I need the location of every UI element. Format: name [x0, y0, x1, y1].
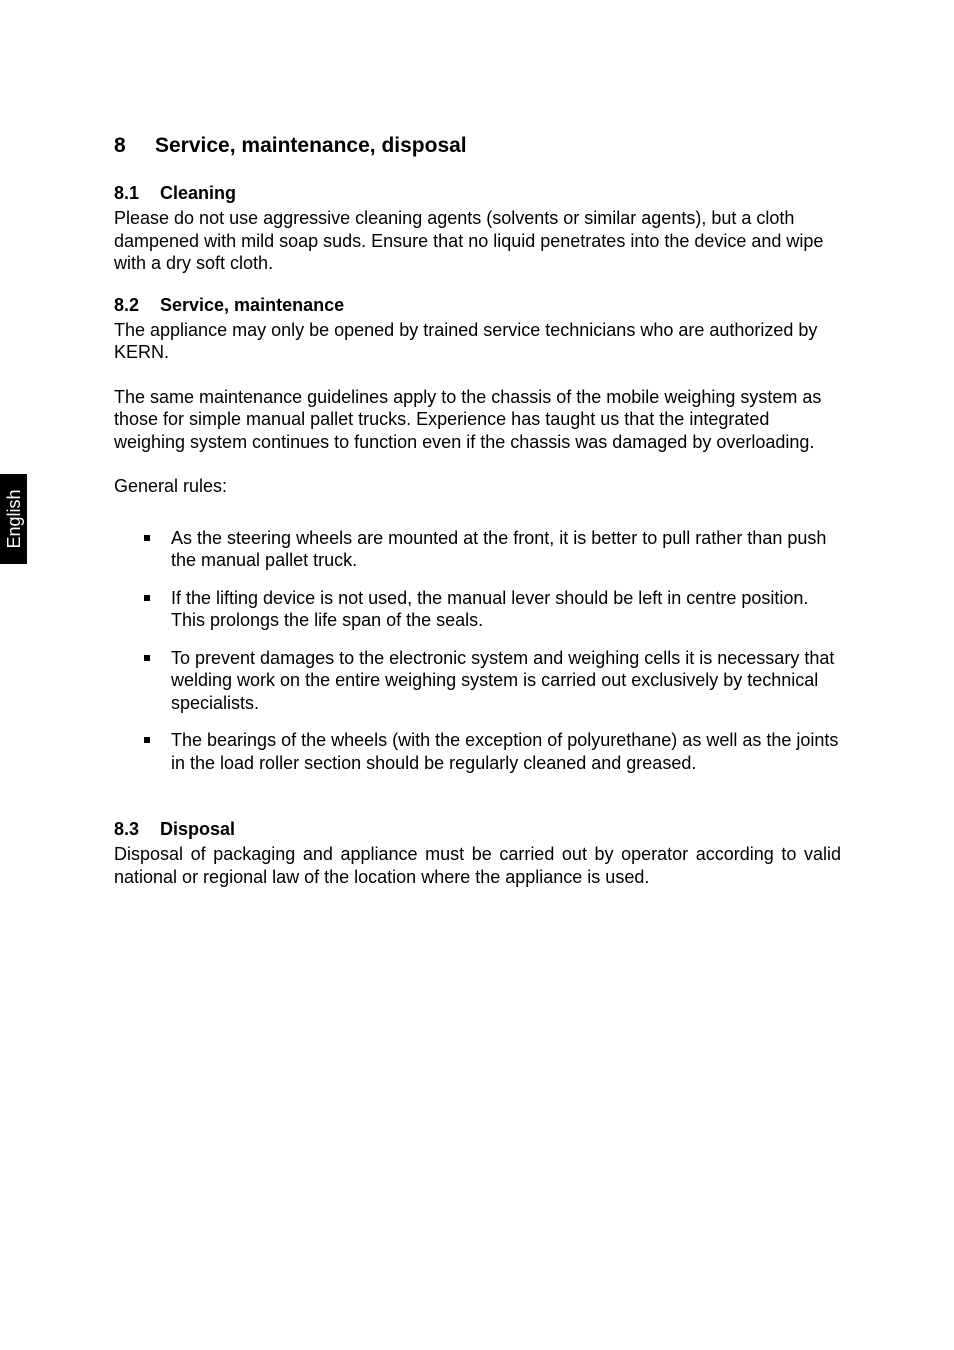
section-title: Service, maintenance [160, 294, 345, 315]
list-item [114, 729, 841, 774]
general-rules-label: General rules: [114, 476, 228, 496]
section-heading [114, 181, 841, 205]
section-title: Disposal [160, 819, 236, 839]
bullet-square-icon [144, 655, 150, 661]
section-number: 8.2 [114, 294, 140, 315]
document-body [114, 131, 841, 906]
chapter-title: Service, maintenance, disposal [155, 134, 467, 157]
section-heading [114, 293, 841, 317]
cleaning-paragraph: Please do not use aggressive cleaning agents (solvents or similar agents), but a cloth dampened with mild soap suds. Ensure that no liquid penetrates into the device and wipe with a dry soft cloth. [114, 208, 824, 273]
section-number: 8.1 [114, 183, 140, 203]
language-tab [0, 474, 27, 564]
language-tab-label: English [3, 489, 24, 549]
list-item-text: If the lifting device is not used, the manual lever should be left in centre position. This prolongs the life span of the seals. [171, 587, 819, 630]
section-number: 8.3 [114, 819, 140, 839]
section-service [114, 293, 841, 775]
list-item-text: The bearings of the wheels (with the exception of polyurethane) as well as the joints in the load roller section should be regularly cleaned and greased. [171, 730, 839, 773]
chapter-heading [114, 131, 841, 161]
list-item [114, 647, 841, 715]
list-item-text: As the steering wheels are mounted at the front, it is better to pull rather than push the manual pallet truck. [171, 527, 827, 570]
bullet-square-icon [144, 595, 150, 601]
service-paragraph-guidelines: The same maintenance guidelines apply to the chassis of the mobile weighing system as those for simple manual pallet trucks. Experience has taught us that the integrated weighing system continues to function even if the chassis was damaged by overloading. [114, 386, 822, 452]
chapter-number: 8 [114, 134, 126, 157]
section-title: Cleaning [160, 183, 237, 203]
list-item-text: To prevent damages to the electronic system and weighing cells it is necessary that welding work on the entire weighing system is carried out exclusively by technical specialists. [171, 647, 835, 713]
section-heading [114, 817, 841, 841]
bullet-square-icon [144, 737, 150, 743]
list-item [114, 527, 841, 572]
section-disposal [114, 817, 841, 888]
rules-list [114, 527, 841, 775]
disposal-paragraph: Disposal of packaging and appliance must be carried out by operator according to valid national or regional law of the location where the appliance is used. [114, 844, 841, 887]
section-cleaning [114, 181, 841, 275]
bullet-square-icon [144, 535, 150, 541]
service-paragraph-authorization: The appliance may only be opened by trained service technicians who are authorized by KERN. [114, 319, 818, 362]
list-item [114, 587, 841, 632]
